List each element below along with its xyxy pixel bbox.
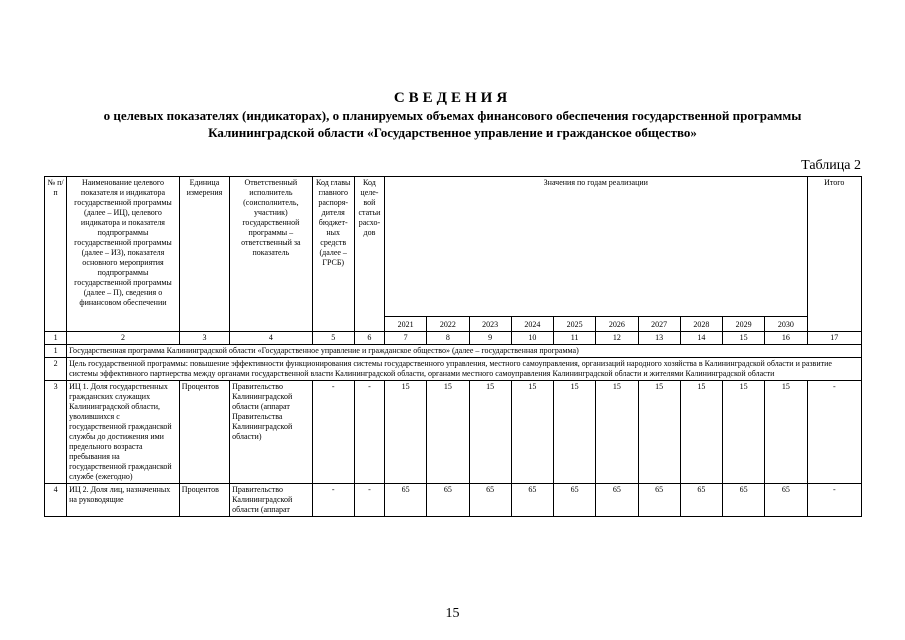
year-value: 65	[385, 484, 427, 517]
column-number: 10	[511, 332, 553, 345]
column-number: 16	[765, 332, 807, 345]
column-number: 5	[312, 332, 354, 345]
col-header-number: № п/п	[45, 177, 67, 332]
year-value: 65	[680, 484, 722, 517]
year-value: 15	[385, 381, 427, 484]
column-number: 15	[723, 332, 765, 345]
table-row	[45, 345, 862, 358]
column-number: 2	[67, 332, 180, 345]
indicator-responsible: Правительство Калининградской области (аппарат Правительства Калининградской области)	[230, 381, 313, 484]
year-header: 2025	[554, 317, 596, 332]
row-number: 4	[45, 484, 67, 517]
year-value: 15	[596, 381, 638, 484]
column-number: 7	[385, 332, 427, 345]
col-header-years-group: Значения по годам реализации	[385, 177, 808, 317]
column-number: 12	[596, 332, 638, 345]
column-number: 6	[354, 332, 384, 345]
column-number: 13	[638, 332, 680, 345]
year-header: 2030	[765, 317, 807, 332]
table-row	[45, 484, 862, 517]
col-header-name: Наименование целевого показателя и индикатора государственной программы (далее – ИЦ), целевого индикатора и показателя подпрограммы государственной программы (далее – ИЗ), показателя основного мероприятия подпрограммы государственной программы (далее – П), сведения о финансовом обеспечении	[67, 177, 180, 332]
document-subtitle-line2: Калининградской области «Государственное управление и гражданское общество»	[208, 125, 697, 140]
table-row	[45, 358, 862, 381]
column-number: 3	[179, 332, 229, 345]
column-number: 14	[680, 332, 722, 345]
document-subtitle-line1: о целевых показателях (индикаторах), о планируемых объемах финансового обеспечения государственной программы	[103, 108, 802, 123]
indicator-csr: -	[354, 381, 384, 484]
year-value: 65	[511, 484, 553, 517]
table-row	[45, 381, 862, 484]
indicator-responsible: Правительство Калининградской области (аппарат	[230, 484, 313, 517]
column-number: 1	[45, 332, 67, 345]
column-number: 9	[469, 332, 511, 345]
year-value: 65	[596, 484, 638, 517]
document-title: СВЕДЕНИЯ	[393, 90, 512, 106]
year-value: 65	[723, 484, 765, 517]
col-header-csr: Код целе-вой статьи расхо-дов	[354, 177, 384, 332]
indicator-unit: Процентов	[179, 381, 229, 484]
indicator-unit: Процентов	[179, 484, 229, 517]
year-header: 2028	[680, 317, 722, 332]
year-value: 15	[765, 381, 807, 484]
year-value: 15	[554, 381, 596, 484]
year-value: 65	[638, 484, 680, 517]
indicator-csr: -	[354, 484, 384, 517]
col-header-unit: Единица измерения	[179, 177, 229, 332]
year-value: 65	[554, 484, 596, 517]
column-number: 4	[230, 332, 313, 345]
year-value: 15	[511, 381, 553, 484]
column-number: 8	[427, 332, 469, 345]
year-value: 15	[638, 381, 680, 484]
column-number: 11	[554, 332, 596, 345]
program-goal: Цель государственной программы: повышение эффективности функционирования системы государственного управления, местного самоуправления, организаций народного хозяйства в Калининградской области и развитие системы эффективного партнерства между органами государственной власти Калининградской области, органами местного самоуправления Калининградской области и жителями Калининградской области	[67, 358, 862, 381]
col-header-total: Итого	[807, 177, 861, 332]
row-number: 1	[45, 345, 67, 358]
year-value: 65	[765, 484, 807, 517]
year-header: 2023	[469, 317, 511, 332]
year-header: 2021	[385, 317, 427, 332]
indicator-name: ИЦ 2. Доля лиц, назначенных на руководящие	[67, 484, 180, 517]
indicator-grbs: -	[312, 381, 354, 484]
col-header-responsible: Ответственный исполнитель (соисполнитель, участник) государственной программы – ответственный за показатель	[230, 177, 313, 332]
year-header: 2022	[427, 317, 469, 332]
year-header: 2026	[596, 317, 638, 332]
header-row	[45, 177, 862, 317]
year-value: 15	[427, 381, 469, 484]
row-number: 2	[45, 358, 67, 381]
program-name: Государственная программа Калининградской области «Государственное управление и гражданское общество» (далее – государственная программа)	[67, 345, 862, 358]
year-header: 2024	[511, 317, 553, 332]
indicators-table	[44, 176, 862, 517]
column-numbers-row	[45, 332, 862, 345]
indicator-grbs: -	[312, 484, 354, 517]
year-value: 65	[469, 484, 511, 517]
year-value: 15	[469, 381, 511, 484]
year-header: 2027	[638, 317, 680, 332]
indicator-name: ИЦ 1. Доля государственных гражданских служащих Калининградской области, уволившихся с государственной гражданской службы до достижения ими предельного возраста пребывания на государственной гражданской службе (ежегодно)	[67, 381, 180, 484]
year-value: 15	[723, 381, 765, 484]
col-header-grbs: Код главы главного распоря-дителя бюджет-ных средств (далее – ГРСБ)	[312, 177, 354, 332]
year-value: 65	[427, 484, 469, 517]
year-header: 2029	[723, 317, 765, 332]
table-number: Таблица 2	[801, 158, 861, 173]
year-value: 15	[680, 381, 722, 484]
page-number: 15	[445, 606, 460, 621]
indicator-total: -	[807, 484, 861, 517]
row-number: 3	[45, 381, 67, 484]
column-number: 17	[807, 332, 861, 345]
indicator-total: -	[807, 381, 861, 484]
